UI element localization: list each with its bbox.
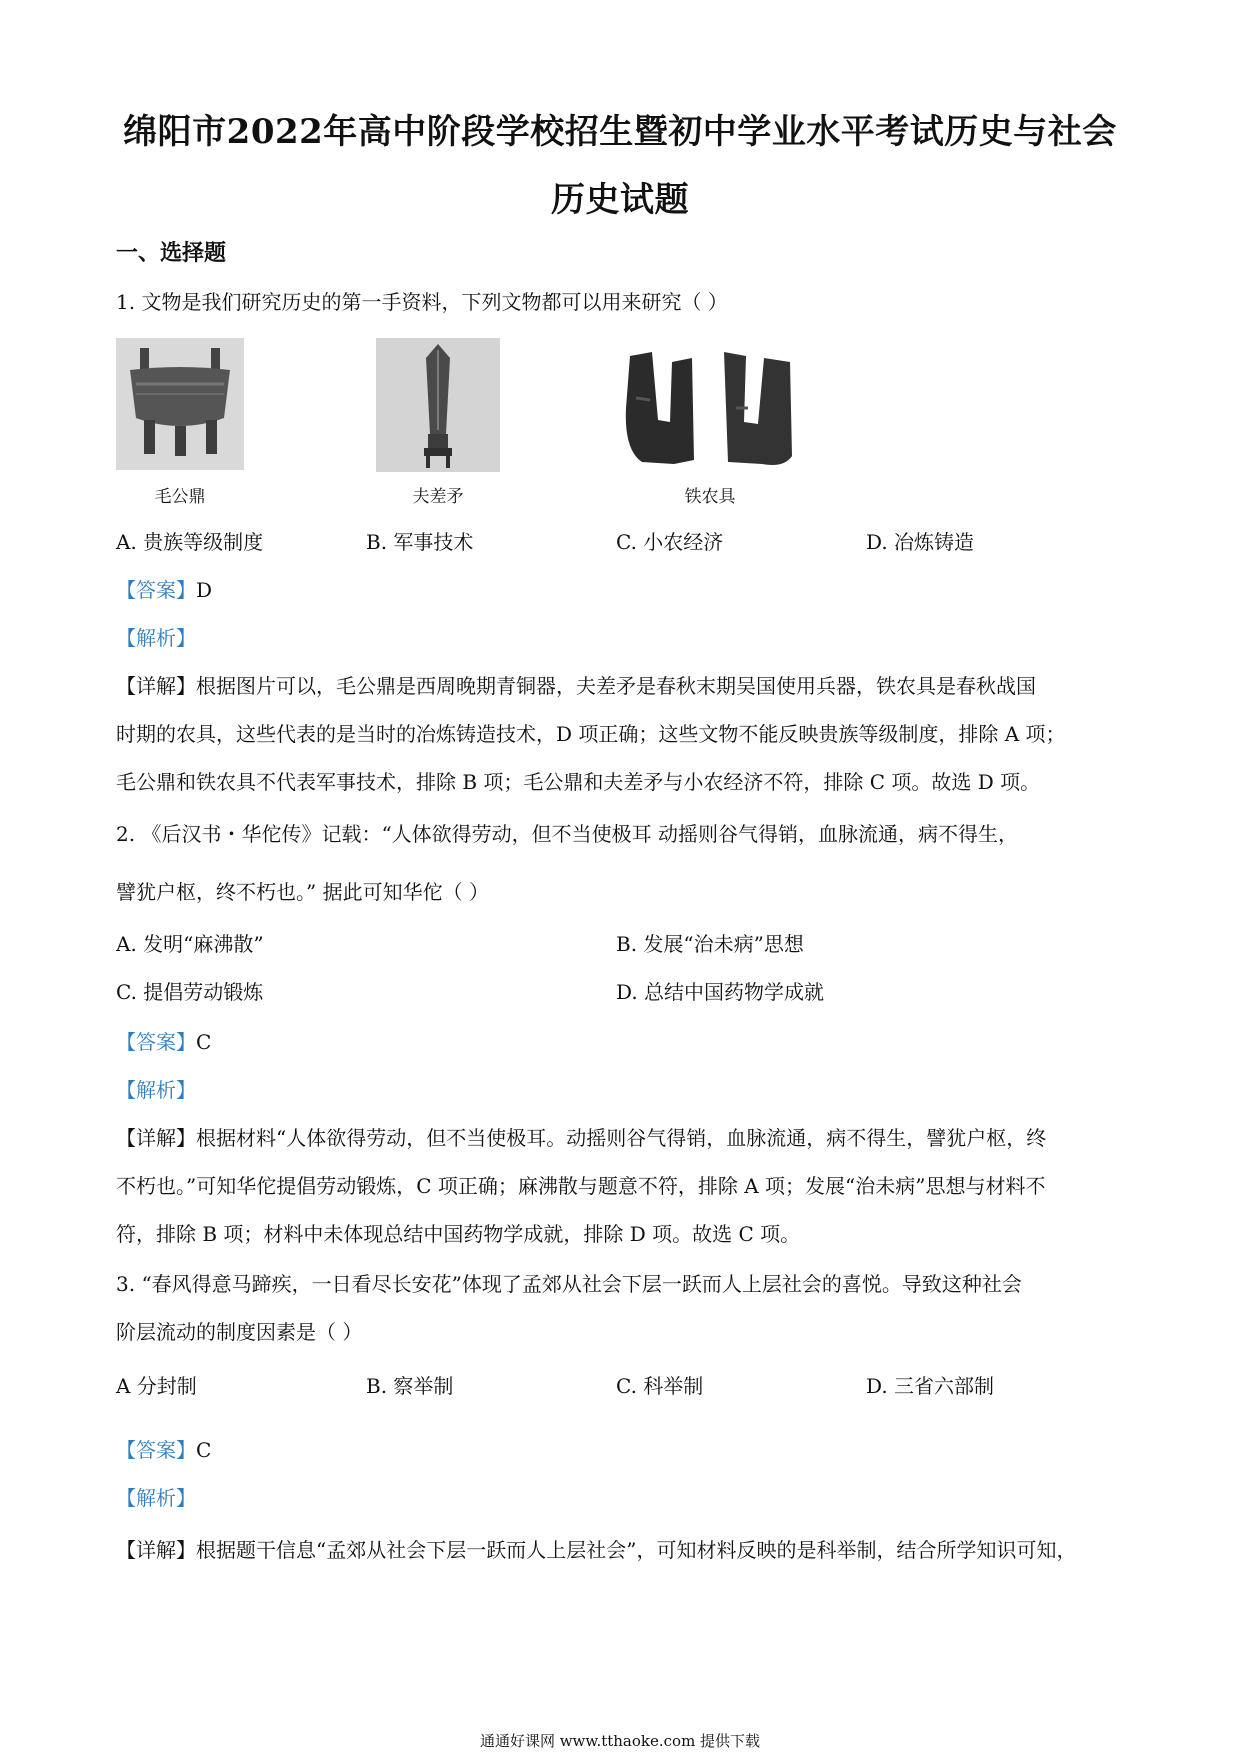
- q2-option-d: D. 总结中国药物学成就: [616, 980, 825, 1004]
- q2-option-b: B. 发展“治未病”思想: [616, 932, 804, 956]
- q1-image-caption: 铁农具: [684, 487, 736, 507]
- answer-label: 【答案】: [116, 1030, 196, 1054]
- q2-stem: 2. 《后汉书・华佗传》记载：“人体欲得劳动，但不当使极耳 动摇则谷气得销，血脉流通，病不得生，: [116, 822, 1019, 846]
- q2-option-a: A. 发明“麻沸散”: [116, 932, 264, 956]
- analysis-label: 【解析】: [116, 1078, 196, 1102]
- exam-title: 绵阳市2022年高中阶段学校招生暨初中学业水平考试历史与社会: [123, 112, 1117, 152]
- q1-option-b: B. 军事技术: [366, 530, 474, 554]
- detail-label: 【详解】: [116, 1538, 196, 1562]
- answer-label: 【答案】: [116, 578, 196, 602]
- q1-option-a: A. 贵族等级制度: [116, 530, 264, 554]
- answer-value: C: [196, 1438, 212, 1462]
- q3-option-a: A 分封制: [116, 1374, 197, 1398]
- q2-detail-line: [116, 1122, 1046, 1151]
- q3-option-c: C. 科举制: [616, 1374, 704, 1398]
- q1-image-iron-tools: [616, 338, 806, 476]
- detail-label: 【详解】: [116, 1126, 196, 1150]
- answer-label: 【答案】: [116, 1438, 196, 1462]
- q2-answer: [116, 1026, 211, 1055]
- q3-stem: 阶层流动的制度因素是（ ）: [116, 1320, 363, 1344]
- q1-answer: [116, 574, 212, 603]
- q1-analysis: [116, 622, 196, 651]
- q1-image-ding: [116, 338, 244, 474]
- q1-image-caption: 夫差矛: [412, 487, 464, 507]
- q2-detail-line: 符，排除 B 项；材料中未体现总结中国药物学成就，排除 D 项。故选 C 项。: [116, 1222, 801, 1246]
- analysis-label: 【解析】: [116, 626, 196, 650]
- bronze-ding-icon: [116, 338, 244, 470]
- q1-detail-line: [116, 670, 1036, 699]
- q1-image-caption: 毛公鼎: [154, 487, 206, 507]
- q1-detail-line: 时期的农具，这些代表的是当时的冶炼铸造技术，D 项正确；这些文物不能反映贵族等级制度，排除 A 项；: [116, 722, 1066, 746]
- q2-detail-line: 不朽也。”可知华佗提倡劳动锻炼，C 项正确；麻沸散与题意不符，排除 A 项；发展“治未病”思想与材料不: [116, 1174, 1046, 1198]
- q3-detail-line: [116, 1534, 1076, 1563]
- q1-stem: 1. 文物是我们研究历史的第一手资料，下列文物都可以用来研究（ ）: [116, 290, 728, 314]
- section-heading: 一、选择题: [116, 240, 227, 266]
- page-footer: 通通好课网 www.tthaoke.com 提供下载: [479, 1732, 761, 1750]
- iron-tools-icon: [616, 338, 806, 472]
- q3-stem: 3. “春风得意马蹄疾，一日看尽长安花”体现了孟郊从社会下层一跃而人上层社会的喜悦。导致这种社会: [116, 1272, 1022, 1296]
- detail-label: 【详解】: [116, 674, 196, 698]
- q3-analysis: [116, 1482, 196, 1511]
- q1-option-d: D. 冶炼铸造: [866, 530, 975, 554]
- q3-option-d: D. 三省六部制: [866, 1374, 995, 1398]
- exam-subtitle: 历史试题: [551, 180, 689, 220]
- analysis-label: 【解析】: [116, 1486, 196, 1510]
- answer-value: C: [196, 1030, 212, 1054]
- detail-text: 根据题干信息“孟郊从社会下层一跃而人上层社会”，可知材料反映的是科举制，结合所学知识可知，: [196, 1538, 1077, 1562]
- q2-stem: 譬犹户枢，终不朽也。” 据此可知华佗（ ）: [116, 880, 489, 904]
- q1-detail-line: 毛公鼎和铁农具不代表军事技术，排除 B 项；毛公鼎和夫差矛与小农经济不符，排除 C 项。故选 D 项。: [116, 770, 1041, 794]
- q1-option-c: C. 小农经济: [616, 530, 724, 554]
- bronze-spear-icon: [376, 338, 500, 472]
- answer-value: D: [196, 578, 213, 602]
- detail-text: 根据材料“人体欲得劳动，但不当使极耳。动摇则谷气得销，血脉流通，病不得生，譬犹户枢，终: [196, 1126, 1047, 1150]
- q2-analysis: [116, 1074, 196, 1103]
- q1-image-spear: [376, 338, 500, 476]
- q3-answer: [116, 1434, 211, 1463]
- q3-option-b: B. 察举制: [366, 1374, 454, 1398]
- detail-text: 根据图片可以，毛公鼎是西周晚期青铜器，夫差矛是春秋末期吴国使用兵器，铁农具是春秋战国: [196, 674, 1036, 698]
- q2-option-c: C. 提倡劳动锻炼: [116, 980, 264, 1004]
